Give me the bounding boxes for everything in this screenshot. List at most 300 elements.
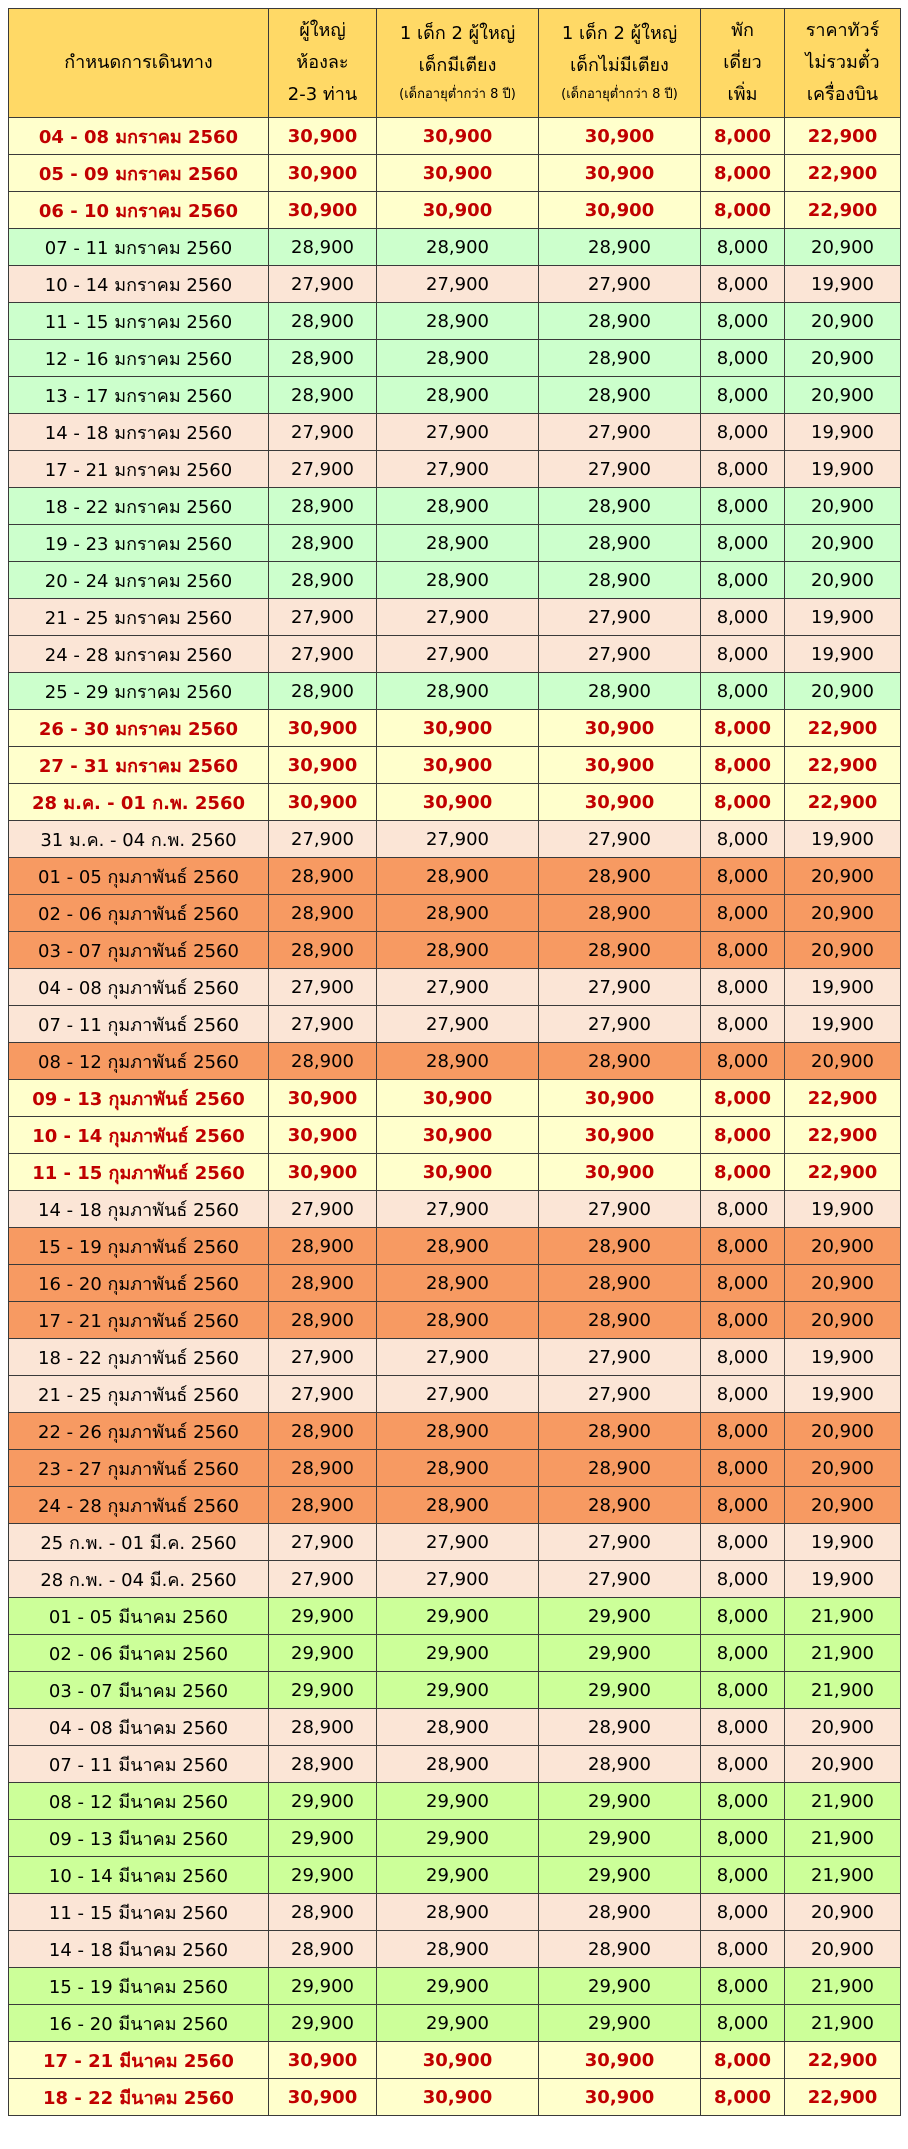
table-row xyxy=(9,229,901,266)
table-row xyxy=(9,1968,901,2005)
cell-adult-price: 28,900 xyxy=(269,377,377,414)
cell-date: 27 - 31 มกราคม 2560 xyxy=(9,747,269,784)
cell-date: 07 - 11 มกราคม 2560 xyxy=(9,229,269,266)
tour-price-table xyxy=(8,8,901,2116)
table-row xyxy=(9,1709,901,1746)
cell-child-bed-price: 28,900 xyxy=(377,562,539,599)
cell-adult-price: 27,900 xyxy=(269,969,377,1006)
cell-single-supplement: 8,000 xyxy=(701,747,785,784)
cell-adult-price: 27,900 xyxy=(269,1524,377,1561)
cell-no-flight-price: 20,900 xyxy=(785,895,901,932)
cell-single-supplement: 8,000 xyxy=(701,155,785,192)
cell-no-flight-price: 19,900 xyxy=(785,599,901,636)
table-row xyxy=(9,1006,901,1043)
cell-adult-price: 27,900 xyxy=(269,636,377,673)
cell-adult-price: 30,900 xyxy=(269,784,377,821)
cell-no-flight-price: 20,900 xyxy=(785,932,901,969)
cell-child-bed-price: 30,900 xyxy=(377,784,539,821)
cell-adult-price: 28,900 xyxy=(269,1413,377,1450)
cell-child-nobed-price: 28,900 xyxy=(539,858,701,895)
cell-date: 02 - 06 กุมภาพันธ์ 2560 xyxy=(9,895,269,932)
cell-child-nobed-price: 28,900 xyxy=(539,1265,701,1302)
cell-date: 18 - 22 มีนาคม 2560 xyxy=(9,2079,269,2116)
cell-child-bed-price: 29,900 xyxy=(377,1783,539,1820)
cell-single-supplement: 8,000 xyxy=(701,673,785,710)
table-row xyxy=(9,599,901,636)
cell-single-supplement: 8,000 xyxy=(701,1820,785,1857)
cell-date: 28 ก.พ. - 04 มี.ค. 2560 xyxy=(9,1561,269,1598)
cell-child-bed-price: 27,900 xyxy=(377,969,539,1006)
cell-child-bed-price: 27,900 xyxy=(377,1561,539,1598)
cell-no-flight-price: 21,900 xyxy=(785,1635,901,1672)
cell-child-nobed-price: 28,900 xyxy=(539,1894,701,1931)
cell-adult-price: 28,900 xyxy=(269,488,377,525)
cell-child-bed-price: 27,900 xyxy=(377,636,539,673)
cell-single-supplement: 8,000 xyxy=(701,340,785,377)
cell-adult-price: 29,900 xyxy=(269,1635,377,1672)
cell-date: 24 - 28 กุมภาพันธ์ 2560 xyxy=(9,1487,269,1524)
cell-adult-price: 28,900 xyxy=(269,1746,377,1783)
table-row xyxy=(9,1894,901,1931)
cell-single-supplement: 8,000 xyxy=(701,1228,785,1265)
cell-adult-price: 27,900 xyxy=(269,451,377,488)
header-child-bed: 1 เด็ก 2 ผู้ใหญ่ เด็กมีเตียง (เด็กอายุต่ำกว่า 8 ปี) xyxy=(377,9,539,118)
cell-adult-price: 29,900 xyxy=(269,2005,377,2042)
cell-child-nobed-price: 28,900 xyxy=(539,488,701,525)
table-row xyxy=(9,1043,901,1080)
cell-single-supplement: 8,000 xyxy=(701,1561,785,1598)
cell-child-nobed-price: 28,900 xyxy=(539,1413,701,1450)
table-row xyxy=(9,488,901,525)
cell-child-nobed-price: 30,900 xyxy=(539,1080,701,1117)
cell-single-supplement: 8,000 xyxy=(701,1635,785,1672)
cell-child-nobed-price: 27,900 xyxy=(539,266,701,303)
cell-date: 18 - 22 กุมภาพันธ์ 2560 xyxy=(9,1339,269,1376)
cell-child-bed-price: 28,900 xyxy=(377,303,539,340)
cell-adult-price: 28,900 xyxy=(269,1709,377,1746)
cell-adult-price: 30,900 xyxy=(269,1080,377,1117)
cell-no-flight-price: 20,900 xyxy=(785,1894,901,1931)
cell-child-nobed-price: 27,900 xyxy=(539,451,701,488)
cell-adult-price: 28,900 xyxy=(269,1265,377,1302)
cell-date: 22 - 26 กุมภาพันธ์ 2560 xyxy=(9,1413,269,1450)
cell-no-flight-price: 19,900 xyxy=(785,414,901,451)
cell-single-supplement: 8,000 xyxy=(701,599,785,636)
cell-child-bed-price: 28,900 xyxy=(377,1043,539,1080)
table-row xyxy=(9,1154,901,1191)
cell-single-supplement: 8,000 xyxy=(701,1783,785,1820)
cell-child-nobed-price: 28,900 xyxy=(539,562,701,599)
cell-adult-price: 27,900 xyxy=(269,1561,377,1598)
cell-adult-price: 28,900 xyxy=(269,525,377,562)
cell-adult-price: 28,900 xyxy=(269,340,377,377)
cell-no-flight-price: 22,900 xyxy=(785,747,901,784)
cell-child-bed-price: 30,900 xyxy=(377,2042,539,2079)
table-row xyxy=(9,1228,901,1265)
cell-child-nobed-price: 29,900 xyxy=(539,1598,701,1635)
cell-child-nobed-price: 27,900 xyxy=(539,1376,701,1413)
cell-no-flight-price: 20,900 xyxy=(785,1265,901,1302)
table-row xyxy=(9,969,901,1006)
cell-adult-price: 28,900 xyxy=(269,229,377,266)
table-row xyxy=(9,1524,901,1561)
cell-child-bed-price: 29,900 xyxy=(377,1968,539,2005)
cell-adult-price: 30,900 xyxy=(269,1117,377,1154)
cell-no-flight-price: 20,900 xyxy=(785,1709,901,1746)
cell-no-flight-price: 19,900 xyxy=(785,1561,901,1598)
cell-no-flight-price: 19,900 xyxy=(785,821,901,858)
cell-date: 19 - 23 มกราคม 2560 xyxy=(9,525,269,562)
cell-child-bed-price: 27,900 xyxy=(377,1191,539,1228)
table-row xyxy=(9,1598,901,1635)
table-row xyxy=(9,636,901,673)
cell-single-supplement: 8,000 xyxy=(701,1709,785,1746)
cell-adult-price: 28,900 xyxy=(269,673,377,710)
cell-single-supplement: 8,000 xyxy=(701,192,785,229)
table-row xyxy=(9,747,901,784)
cell-date: 02 - 06 มีนาคม 2560 xyxy=(9,1635,269,1672)
cell-no-flight-price: 19,900 xyxy=(785,1006,901,1043)
cell-child-nobed-price: 28,900 xyxy=(539,377,701,414)
cell-child-bed-price: 28,900 xyxy=(377,1302,539,1339)
cell-no-flight-price: 20,900 xyxy=(785,525,901,562)
cell-adult-price: 28,900 xyxy=(269,1894,377,1931)
cell-single-supplement: 8,000 xyxy=(701,858,785,895)
cell-no-flight-price: 21,900 xyxy=(785,1783,901,1820)
cell-child-bed-price: 30,900 xyxy=(377,747,539,784)
cell-adult-price: 28,900 xyxy=(269,932,377,969)
cell-child-bed-price: 27,900 xyxy=(377,821,539,858)
cell-child-nobed-price: 30,900 xyxy=(539,118,701,155)
table-row xyxy=(9,2005,901,2042)
table-row xyxy=(9,1339,901,1376)
table-row xyxy=(9,562,901,599)
cell-single-supplement: 8,000 xyxy=(701,932,785,969)
cell-date: 09 - 13 มีนาคม 2560 xyxy=(9,1820,269,1857)
cell-single-supplement: 8,000 xyxy=(701,266,785,303)
cell-child-nobed-price: 30,900 xyxy=(539,192,701,229)
cell-child-bed-price: 29,900 xyxy=(377,1598,539,1635)
cell-adult-price: 30,900 xyxy=(269,192,377,229)
cell-date: 05 - 09 มกราคม 2560 xyxy=(9,155,269,192)
cell-single-supplement: 8,000 xyxy=(701,710,785,747)
cell-child-nobed-price: 29,900 xyxy=(539,2005,701,2042)
cell-date: 07 - 11 กุมภาพันธ์ 2560 xyxy=(9,1006,269,1043)
cell-single-supplement: 8,000 xyxy=(701,1487,785,1524)
cell-child-bed-price: 30,900 xyxy=(377,1080,539,1117)
cell-single-supplement: 8,000 xyxy=(701,525,785,562)
cell-single-supplement: 8,000 xyxy=(701,1598,785,1635)
cell-date: 08 - 12 มีนาคม 2560 xyxy=(9,1783,269,1820)
table-row xyxy=(9,192,901,229)
cell-adult-price: 30,900 xyxy=(269,710,377,747)
cell-single-supplement: 8,000 xyxy=(701,1894,785,1931)
cell-single-supplement: 8,000 xyxy=(701,1006,785,1043)
cell-single-supplement: 8,000 xyxy=(701,1672,785,1709)
cell-child-nobed-price: 28,900 xyxy=(539,229,701,266)
table-row xyxy=(9,784,901,821)
cell-adult-price: 29,900 xyxy=(269,1598,377,1635)
cell-single-supplement: 8,000 xyxy=(701,1931,785,1968)
cell-single-supplement: 8,000 xyxy=(701,377,785,414)
cell-child-bed-price: 29,900 xyxy=(377,1672,539,1709)
table-row xyxy=(9,1672,901,1709)
cell-child-nobed-price: 28,900 xyxy=(539,1931,701,1968)
cell-single-supplement: 8,000 xyxy=(701,1413,785,1450)
cell-no-flight-price: 20,900 xyxy=(785,1487,901,1524)
cell-adult-price: 29,900 xyxy=(269,1820,377,1857)
cell-child-bed-price: 28,900 xyxy=(377,895,539,932)
cell-child-nobed-price: 30,900 xyxy=(539,784,701,821)
table-row xyxy=(9,1080,901,1117)
cell-single-supplement: 8,000 xyxy=(701,2042,785,2079)
cell-single-supplement: 8,000 xyxy=(701,118,785,155)
table-row xyxy=(9,1931,901,1968)
cell-no-flight-price: 20,900 xyxy=(785,1931,901,1968)
cell-child-nobed-price: 28,900 xyxy=(539,340,701,377)
cell-child-nobed-price: 29,900 xyxy=(539,1968,701,2005)
cell-no-flight-price: 20,900 xyxy=(785,1043,901,1080)
cell-child-bed-price: 27,900 xyxy=(377,414,539,451)
cell-no-flight-price: 22,900 xyxy=(785,784,901,821)
cell-date: 25 ก.พ. - 01 มี.ค. 2560 xyxy=(9,1524,269,1561)
table-row xyxy=(9,895,901,932)
cell-adult-price: 30,900 xyxy=(269,2042,377,2079)
cell-child-nobed-price: 30,900 xyxy=(539,2079,701,2116)
table-row xyxy=(9,858,901,895)
cell-single-supplement: 8,000 xyxy=(701,1450,785,1487)
cell-no-flight-price: 22,900 xyxy=(785,118,901,155)
cell-child-bed-price: 28,900 xyxy=(377,1228,539,1265)
cell-no-flight-price: 22,900 xyxy=(785,192,901,229)
cell-no-flight-price: 22,900 xyxy=(785,2042,901,2079)
table-row xyxy=(9,303,901,340)
cell-single-supplement: 8,000 xyxy=(701,1746,785,1783)
cell-child-nobed-price: 30,900 xyxy=(539,1154,701,1191)
cell-no-flight-price: 20,900 xyxy=(785,858,901,895)
cell-single-supplement: 8,000 xyxy=(701,1302,785,1339)
cell-child-nobed-price: 30,900 xyxy=(539,155,701,192)
cell-adult-price: 28,900 xyxy=(269,1931,377,1968)
cell-adult-price: 30,900 xyxy=(269,2079,377,2116)
cell-child-bed-price: 27,900 xyxy=(377,1524,539,1561)
header-single: พัก เดี่ยว เพิ่ม xyxy=(701,9,785,118)
cell-adult-price: 29,900 xyxy=(269,1783,377,1820)
table-row xyxy=(9,1191,901,1228)
cell-date: 01 - 05 มีนาคม 2560 xyxy=(9,1598,269,1635)
cell-no-flight-price: 20,900 xyxy=(785,562,901,599)
cell-child-nobed-price: 28,900 xyxy=(539,303,701,340)
cell-child-bed-price: 28,900 xyxy=(377,525,539,562)
cell-no-flight-price: 20,900 xyxy=(785,377,901,414)
cell-date: 28 ม.ค. - 01 ก.พ. 2560 xyxy=(9,784,269,821)
cell-no-flight-price: 21,900 xyxy=(785,1857,901,1894)
table-row xyxy=(9,525,901,562)
cell-no-flight-price: 20,900 xyxy=(785,1302,901,1339)
cell-child-bed-price: 27,900 xyxy=(377,266,539,303)
cell-date: 15 - 19 มีนาคม 2560 xyxy=(9,1968,269,2005)
cell-adult-price: 29,900 xyxy=(269,1968,377,2005)
cell-no-flight-price: 20,900 xyxy=(785,1228,901,1265)
cell-single-supplement: 8,000 xyxy=(701,303,785,340)
cell-child-bed-price: 30,900 xyxy=(377,1154,539,1191)
cell-child-bed-price: 28,900 xyxy=(377,1746,539,1783)
cell-single-supplement: 8,000 xyxy=(701,2079,785,2116)
cell-child-nobed-price: 30,900 xyxy=(539,747,701,784)
cell-single-supplement: 8,000 xyxy=(701,488,785,525)
cell-no-flight-price: 19,900 xyxy=(785,969,901,1006)
cell-child-bed-price: 28,900 xyxy=(377,858,539,895)
cell-date: 23 - 27 กุมภาพันธ์ 2560 xyxy=(9,1450,269,1487)
cell-child-bed-price: 28,900 xyxy=(377,340,539,377)
cell-child-nobed-price: 28,900 xyxy=(539,895,701,932)
cell-date: 12 - 16 มกราคม 2560 xyxy=(9,340,269,377)
cell-single-supplement: 8,000 xyxy=(701,636,785,673)
cell-date: 01 - 05 กุมภาพันธ์ 2560 xyxy=(9,858,269,895)
cell-date: 03 - 07 มีนาคม 2560 xyxy=(9,1672,269,1709)
cell-no-flight-price: 22,900 xyxy=(785,1117,901,1154)
cell-child-bed-price: 27,900 xyxy=(377,1006,539,1043)
cell-adult-price: 28,900 xyxy=(269,562,377,599)
cell-child-bed-price: 28,900 xyxy=(377,1413,539,1450)
cell-date: 13 - 17 มกราคม 2560 xyxy=(9,377,269,414)
table-row xyxy=(9,1487,901,1524)
cell-child-bed-price: 29,900 xyxy=(377,2005,539,2042)
cell-single-supplement: 8,000 xyxy=(701,2005,785,2042)
cell-date: 06 - 10 มกราคม 2560 xyxy=(9,192,269,229)
cell-date: 14 - 18 มกราคม 2560 xyxy=(9,414,269,451)
cell-date: 18 - 22 มกราคม 2560 xyxy=(9,488,269,525)
table-row xyxy=(9,1635,901,1672)
cell-child-bed-price: 30,900 xyxy=(377,2079,539,2116)
cell-adult-price: 28,900 xyxy=(269,1487,377,1524)
table-body xyxy=(9,118,901,2116)
cell-child-nobed-price: 27,900 xyxy=(539,821,701,858)
cell-adult-price: 27,900 xyxy=(269,1339,377,1376)
cell-date: 17 - 21 มกราคม 2560 xyxy=(9,451,269,488)
cell-adult-price: 28,900 xyxy=(269,1450,377,1487)
cell-no-flight-price: 20,900 xyxy=(785,303,901,340)
cell-child-bed-price: 30,900 xyxy=(377,1117,539,1154)
cell-child-nobed-price: 27,900 xyxy=(539,414,701,451)
cell-date: 16 - 20 กุมภาพันธ์ 2560 xyxy=(9,1265,269,1302)
cell-no-flight-price: 19,900 xyxy=(785,266,901,303)
cell-child-bed-price: 29,900 xyxy=(377,1820,539,1857)
cell-child-bed-price: 28,900 xyxy=(377,1931,539,1968)
cell-single-supplement: 8,000 xyxy=(701,895,785,932)
cell-adult-price: 27,900 xyxy=(269,599,377,636)
cell-single-supplement: 8,000 xyxy=(701,784,785,821)
cell-date: 24 - 28 มกราคม 2560 xyxy=(9,636,269,673)
table-row xyxy=(9,2079,901,2116)
cell-single-supplement: 8,000 xyxy=(701,1857,785,1894)
cell-no-flight-price: 20,900 xyxy=(785,673,901,710)
cell-no-flight-price: 21,900 xyxy=(785,1598,901,1635)
table-row xyxy=(9,266,901,303)
cell-child-bed-price: 28,900 xyxy=(377,1894,539,1931)
cell-child-nobed-price: 27,900 xyxy=(539,599,701,636)
cell-child-nobed-price: 28,900 xyxy=(539,932,701,969)
table-row xyxy=(9,821,901,858)
cell-single-supplement: 8,000 xyxy=(701,562,785,599)
cell-date: 14 - 18 มีนาคม 2560 xyxy=(9,1931,269,1968)
cell-child-nobed-price: 30,900 xyxy=(539,1117,701,1154)
cell-child-bed-price: 28,900 xyxy=(377,229,539,266)
cell-child-nobed-price: 27,900 xyxy=(539,1006,701,1043)
cell-date: 11 - 15 กุมภาพันธ์ 2560 xyxy=(9,1154,269,1191)
cell-no-flight-price: 22,900 xyxy=(785,710,901,747)
cell-child-nobed-price: 27,900 xyxy=(539,969,701,1006)
cell-child-nobed-price: 28,900 xyxy=(539,525,701,562)
cell-single-supplement: 8,000 xyxy=(701,451,785,488)
cell-single-supplement: 8,000 xyxy=(701,821,785,858)
cell-child-bed-price: 29,900 xyxy=(377,1635,539,1672)
cell-no-flight-price: 22,900 xyxy=(785,155,901,192)
cell-date: 10 - 14 กุมภาพันธ์ 2560 xyxy=(9,1117,269,1154)
cell-child-nobed-price: 30,900 xyxy=(539,710,701,747)
cell-date: 31 ม.ค. - 04 ก.พ. 2560 xyxy=(9,821,269,858)
cell-child-bed-price: 30,900 xyxy=(377,155,539,192)
cell-single-supplement: 8,000 xyxy=(701,1968,785,2005)
cell-date: 17 - 21 มีนาคม 2560 xyxy=(9,2042,269,2079)
cell-date: 04 - 08 กุมภาพันธ์ 2560 xyxy=(9,969,269,1006)
header-child-nobed: 1 เด็ก 2 ผู้ใหญ่ เด็กไม่มีเตียง (เด็กอายุต่ำกว่า 8 ปี) xyxy=(539,9,701,118)
cell-date: 25 - 29 มกราคม 2560 xyxy=(9,673,269,710)
cell-child-bed-price: 30,900 xyxy=(377,192,539,229)
cell-adult-price: 30,900 xyxy=(269,747,377,784)
header-no-flight: ราคาทัวร์ ไม่รวมตั๋ว เครื่องบิน xyxy=(785,9,901,118)
cell-date: 21 - 25 มกราคม 2560 xyxy=(9,599,269,636)
cell-no-flight-price: 21,900 xyxy=(785,1968,901,2005)
table-row xyxy=(9,710,901,747)
cell-date: 21 - 25 กุมภาพันธ์ 2560 xyxy=(9,1376,269,1413)
table-row xyxy=(9,1820,901,1857)
table-row xyxy=(9,1413,901,1450)
cell-no-flight-price: 19,900 xyxy=(785,451,901,488)
cell-child-nobed-price: 27,900 xyxy=(539,1561,701,1598)
cell-date: 09 - 13 กุมภาพันธ์ 2560 xyxy=(9,1080,269,1117)
cell-child-nobed-price: 28,900 xyxy=(539,673,701,710)
cell-child-bed-price: 28,900 xyxy=(377,673,539,710)
cell-single-supplement: 8,000 xyxy=(701,1080,785,1117)
cell-adult-price: 28,900 xyxy=(269,1043,377,1080)
cell-child-bed-price: 28,900 xyxy=(377,1450,539,1487)
cell-no-flight-price: 21,900 xyxy=(785,1820,901,1857)
cell-no-flight-price: 21,900 xyxy=(785,2005,901,2042)
table-row xyxy=(9,451,901,488)
cell-single-supplement: 8,000 xyxy=(701,1117,785,1154)
cell-child-bed-price: 30,900 xyxy=(377,710,539,747)
header-row xyxy=(9,9,901,118)
cell-child-nobed-price: 29,900 xyxy=(539,1857,701,1894)
cell-no-flight-price: 20,900 xyxy=(785,1746,901,1783)
table-row xyxy=(9,414,901,451)
cell-child-nobed-price: 28,900 xyxy=(539,1709,701,1746)
cell-adult-price: 30,900 xyxy=(269,118,377,155)
cell-date: 11 - 15 มีนาคม 2560 xyxy=(9,1894,269,1931)
cell-no-flight-price: 20,900 xyxy=(785,340,901,377)
cell-date: 10 - 14 มีนาคม 2560 xyxy=(9,1857,269,1894)
cell-date: 16 - 20 มีนาคม 2560 xyxy=(9,2005,269,2042)
cell-adult-price: 27,900 xyxy=(269,1006,377,1043)
cell-child-nobed-price: 27,900 xyxy=(539,1524,701,1561)
cell-date: 08 - 12 กุมภาพันธ์ 2560 xyxy=(9,1043,269,1080)
cell-child-bed-price: 27,900 xyxy=(377,1376,539,1413)
table-row xyxy=(9,1857,901,1894)
table-row xyxy=(9,340,901,377)
cell-date: 04 - 08 มีนาคม 2560 xyxy=(9,1709,269,1746)
table-row xyxy=(9,1265,901,1302)
